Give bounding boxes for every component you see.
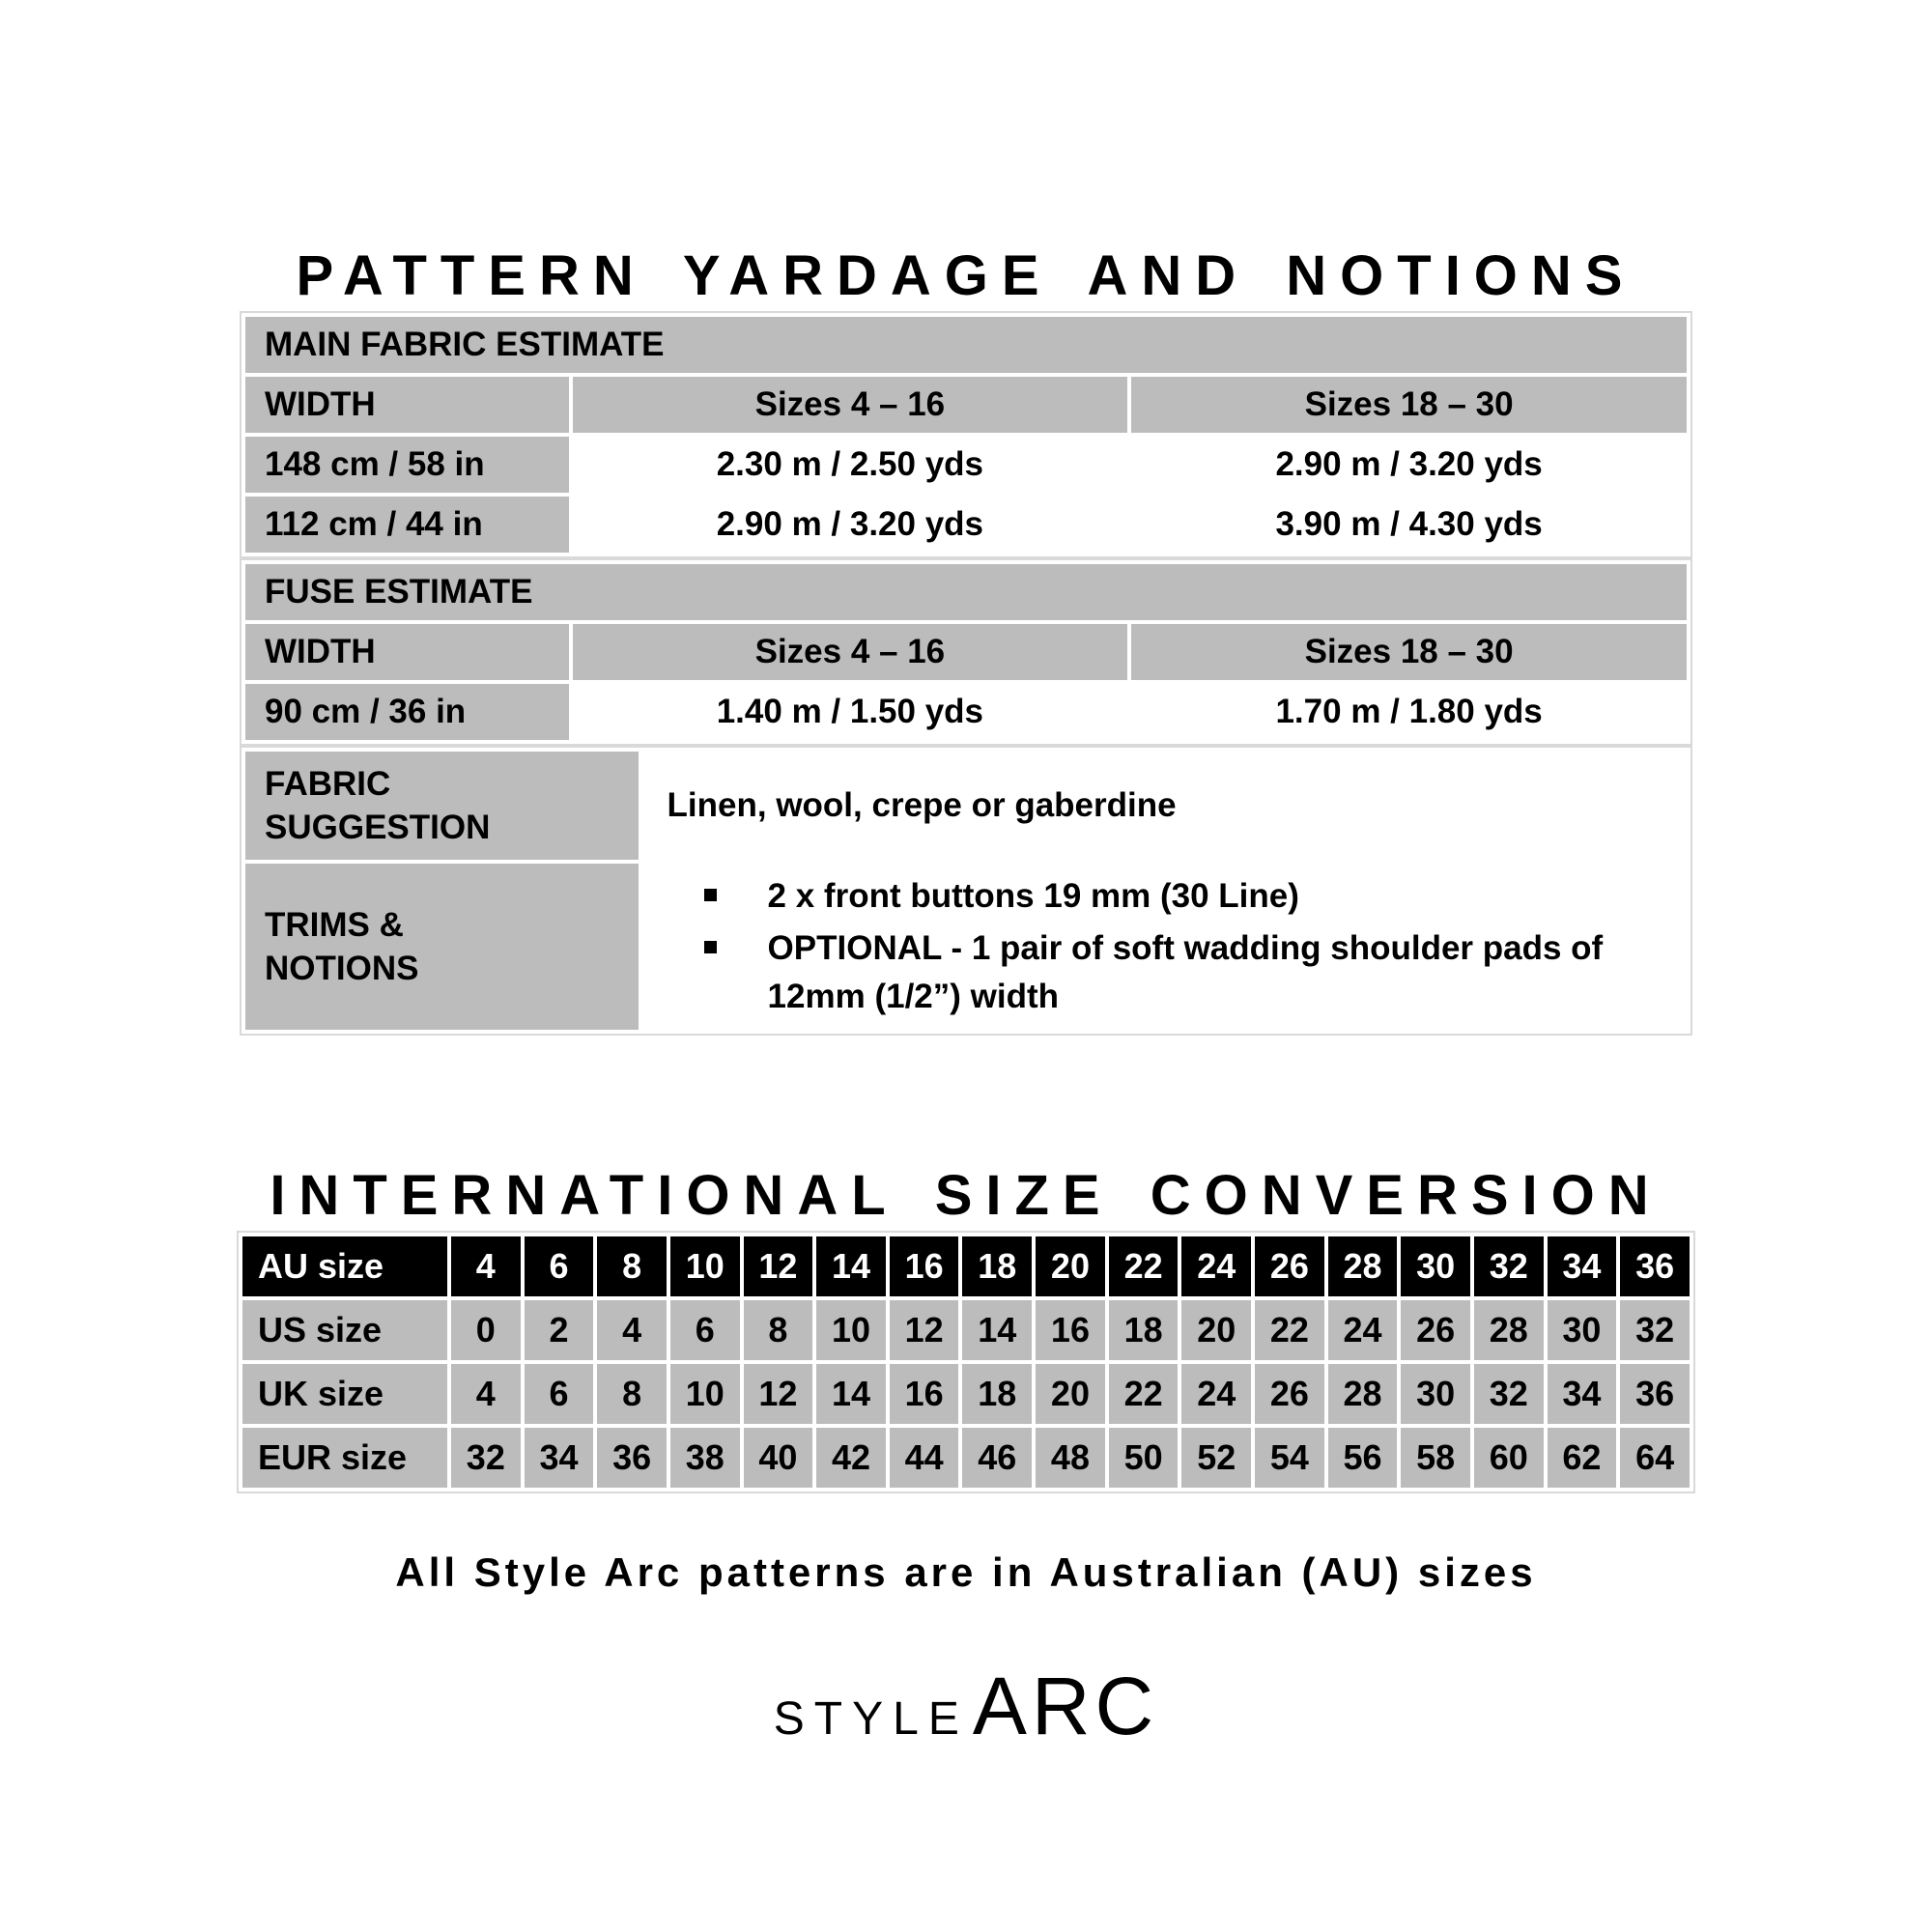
table-cell: 18 (962, 1236, 1032, 1296)
column-header-sizes-18-30: Sizes 18 – 30 (1131, 624, 1687, 680)
trims-list-item: 2 x front buttons 19 mm (30 Line) (704, 872, 1648, 921)
table-cell: 12 (744, 1236, 813, 1296)
table-cell: 2.30 m / 2.50 yds (573, 437, 1128, 493)
table-row (245, 752, 1687, 860)
table-cell: 34 (1548, 1236, 1617, 1296)
table-row (245, 624, 1687, 680)
table-cell: 36 (1620, 1236, 1690, 1296)
table-cell: 0 (451, 1300, 521, 1360)
table-cell: 10 (816, 1300, 886, 1360)
row-label-eur-size: EUR size (242, 1428, 447, 1488)
table-cell: 8 (744, 1300, 813, 1360)
table-cell: 46 (962, 1428, 1032, 1488)
table-cell: 26 (1401, 1300, 1470, 1360)
table-cell: 52 (1181, 1428, 1251, 1488)
table-cell: 34 (1548, 1364, 1617, 1424)
fabric-suggestion-label-text: FABRIC SUGGESTION (265, 764, 491, 846)
row-label-uk-size: UK size (242, 1364, 447, 1424)
table-cell: 40 (744, 1428, 813, 1488)
row-label-au-size: AU size (242, 1236, 447, 1296)
table-row (245, 377, 1687, 433)
table-cell: 14 (962, 1300, 1032, 1360)
table-cell: 24 (1181, 1236, 1251, 1296)
table-cell: 22 (1109, 1236, 1179, 1296)
main-fabric-header-cell: MAIN FABRIC ESTIMATE (245, 317, 1687, 373)
table-cell: 24 (1181, 1364, 1251, 1424)
table-cell: 12 (890, 1300, 959, 1360)
trims-notions-label (245, 864, 639, 1030)
table-cell: 30 (1401, 1236, 1470, 1296)
table-cell: 48 (1036, 1428, 1105, 1488)
table-cell: 6 (670, 1300, 740, 1360)
fabric-suggestion-value: Linen, wool, crepe or gaberdine (642, 752, 1687, 860)
table-cell: 24 (1328, 1300, 1398, 1360)
table-cell: 20 (1181, 1300, 1251, 1360)
table-row (245, 564, 1687, 620)
table-cell: 14 (816, 1236, 886, 1296)
column-header-width: WIDTH (245, 624, 569, 680)
trims-list (662, 872, 1667, 1020)
table-cell: 90 cm / 36 in (245, 684, 569, 740)
page-title-yardage: PATTERN YARDAGE AND NOTIONS (296, 244, 1636, 307)
table-row (245, 317, 1687, 373)
suggestion-table (240, 746, 1692, 1036)
table-cell: 62 (1548, 1428, 1617, 1488)
table-cell: 10 (670, 1364, 740, 1424)
table-cell: 10 (670, 1236, 740, 1296)
table-cell: 4 (451, 1364, 521, 1424)
table-cell: 32 (451, 1428, 521, 1488)
table-cell: 4 (451, 1236, 521, 1296)
table-row (245, 684, 1687, 740)
table-cell: 8 (597, 1236, 667, 1296)
trims-notions-value (642, 864, 1687, 1030)
column-header-width: WIDTH (245, 377, 569, 433)
fuse-header-cell: FUSE ESTIMATE (245, 564, 1687, 620)
table-cell: 36 (1620, 1364, 1690, 1424)
table-cell: 20 (1036, 1364, 1105, 1424)
table-cell: 18 (962, 1364, 1032, 1424)
table-cell: 32 (1474, 1236, 1544, 1296)
table-cell: 16 (890, 1364, 959, 1424)
table-row (245, 864, 1687, 1030)
style-arc-logo (0, 1660, 1932, 1753)
size-row-eur (242, 1428, 1690, 1488)
table-cell: 6 (525, 1364, 594, 1424)
table-cell: 112 cm / 44 in (245, 497, 569, 553)
table-cell: 1.70 m / 1.80 yds (1131, 684, 1687, 740)
fuse-estimate-table (240, 558, 1692, 746)
table-row (245, 437, 1687, 493)
table-cell: 64 (1620, 1428, 1690, 1488)
table-cell: 28 (1328, 1236, 1398, 1296)
table-cell: 30 (1401, 1364, 1470, 1424)
table-cell: 1.40 m / 1.50 yds (573, 684, 1128, 740)
table-row (245, 497, 1687, 553)
page-title-size-conversion: INTERNATIONAL SIZE CONVERSION (270, 1164, 1662, 1227)
table-cell: 2.90 m / 3.20 yds (573, 497, 1128, 553)
table-cell: 60 (1474, 1428, 1544, 1488)
column-header-sizes-4-16: Sizes 4 – 16 (573, 624, 1128, 680)
table-cell: 22 (1109, 1364, 1179, 1424)
table-cell: 38 (670, 1428, 740, 1488)
trims-list-item: OPTIONAL - 1 pair of soft wadding shoulder pads of 12mm (1/2”) width (704, 924, 1648, 1020)
row-label-us-size: US size (242, 1300, 447, 1360)
table-cell: 2 (525, 1300, 594, 1360)
size-row-us (242, 1300, 1690, 1360)
table-cell: 30 (1548, 1300, 1617, 1360)
table-cell: 16 (890, 1236, 959, 1296)
table-cell: 20 (1036, 1236, 1105, 1296)
table-cell: 44 (890, 1428, 959, 1488)
logo-arc-text: ARC (972, 1661, 1159, 1751)
column-header-sizes-4-16: Sizes 4 – 16 (573, 377, 1128, 433)
table-cell: 8 (597, 1364, 667, 1424)
table-cell: 4 (597, 1300, 667, 1360)
column-header-sizes-18-30: Sizes 18 – 30 (1131, 377, 1687, 433)
size-row-au (242, 1236, 1690, 1296)
table-cell: 2.90 m / 3.20 yds (1131, 437, 1687, 493)
table-cell: 6 (525, 1236, 594, 1296)
table-cell: 42 (816, 1428, 886, 1488)
table-cell: 28 (1328, 1364, 1398, 1424)
table-cell: 32 (1474, 1364, 1544, 1424)
size-conversion-table (237, 1231, 1695, 1493)
table-cell: 32 (1620, 1300, 1690, 1360)
table-cell: 58 (1401, 1428, 1470, 1488)
table-cell: 36 (597, 1428, 667, 1488)
fabric-suggestion-label (245, 752, 639, 860)
main-fabric-table (240, 311, 1692, 558)
table-cell: 26 (1255, 1364, 1324, 1424)
table-cell: 26 (1255, 1236, 1324, 1296)
table-cell: 56 (1328, 1428, 1398, 1488)
size-row-uk (242, 1364, 1690, 1424)
table-cell: 3.90 m / 4.30 yds (1131, 497, 1687, 553)
table-cell: 22 (1255, 1300, 1324, 1360)
au-sizes-note: All Style Arc patterns are in Australian (AU) sizes (395, 1549, 1537, 1595)
table-cell: 34 (525, 1428, 594, 1488)
trims-notions-label-text: TRIMS & NOTIONS (265, 905, 419, 987)
table-cell: 50 (1109, 1428, 1179, 1488)
table-cell: 16 (1036, 1300, 1105, 1360)
table-cell: 54 (1255, 1428, 1324, 1488)
logo-style-text: STYLE (773, 1693, 969, 1745)
table-cell: 14 (816, 1364, 886, 1424)
table-cell: 148 cm / 58 in (245, 437, 569, 493)
table-cell: 28 (1474, 1300, 1544, 1360)
table-cell: 18 (1109, 1300, 1179, 1360)
table-cell: 12 (744, 1364, 813, 1424)
